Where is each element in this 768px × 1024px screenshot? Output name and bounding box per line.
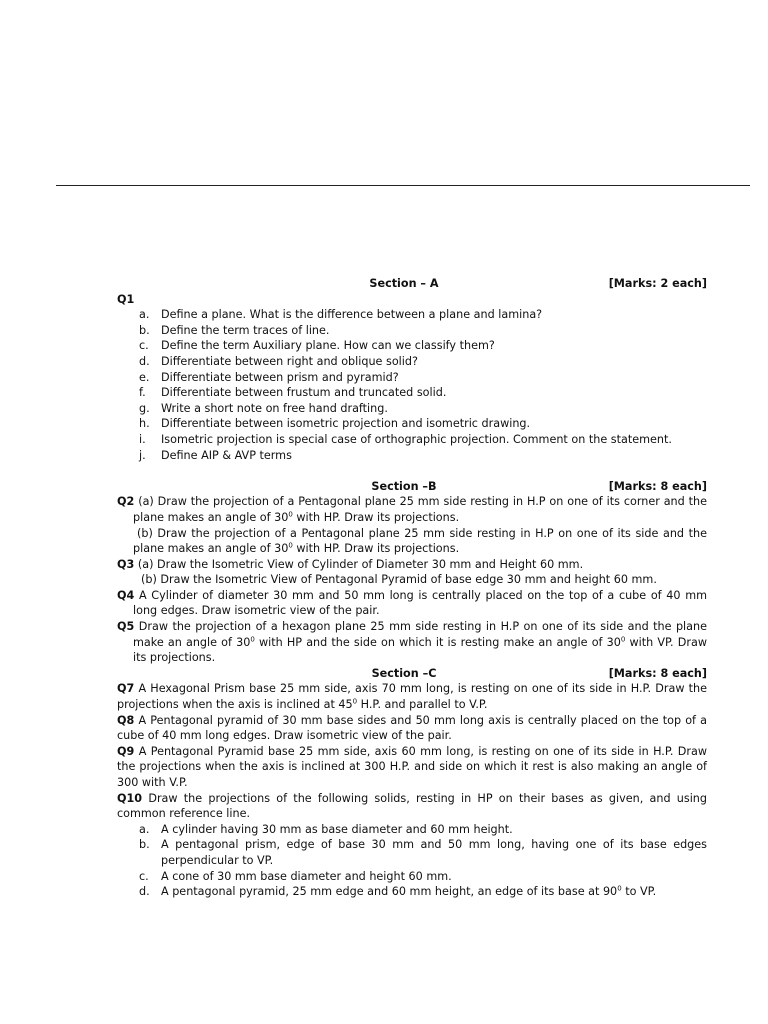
- item-text: Define AIP & AVP terms: [161, 448, 292, 462]
- q3-b-text: (b) Draw the Isometric View of Pentagonal Pyramid of base edge 30 mm and height 60 mm.: [141, 573, 657, 587]
- question-q3-b: [117, 572, 707, 588]
- item-letter: e.: [139, 370, 150, 384]
- q10-list: [117, 822, 707, 900]
- degree-sup: 0: [288, 541, 293, 550]
- q7-text-end: H.P. and parallel to V.P.: [357, 698, 488, 712]
- section-a-marks: [Marks: 2 each]: [608, 277, 707, 290]
- q10-item: [117, 837, 707, 868]
- q1-item: [117, 307, 707, 323]
- item-text: A cone of 30 mm base diameter and height 60 mm.: [161, 869, 452, 883]
- q1-item: [117, 401, 707, 417]
- question-q9: [117, 744, 707, 791]
- item-text-end: to VP.: [621, 885, 657, 899]
- q1-item: [117, 338, 707, 354]
- q1-item: [117, 370, 707, 386]
- degree-sup: 0: [617, 884, 622, 893]
- item-text: A cylinder having 30 mm as base diameter and 60 mm height.: [161, 822, 513, 836]
- q2-label: Q2: [117, 495, 135, 509]
- q10-text: Draw the projections of the following solids, resting in HP on their bases as given, and using common reference line.: [117, 791, 707, 821]
- item-text: Define the term traces of line.: [161, 323, 330, 337]
- q10-item: [117, 822, 707, 838]
- question-q10: [117, 791, 707, 822]
- q5-text-mid: with HP and the side on which it is resting make an angle of 30: [254, 635, 621, 649]
- q9-text: A Pentagonal Pyramid base 25 mm side, axis 60 mm long, is resting on one of its side in H.P. Draw the projections when the axis is inclined at 300 H.P. and side on which it rest is also making an angle of 300 with V.P.: [117, 744, 708, 789]
- item-letter: h.: [139, 417, 150, 431]
- question-q4: [117, 588, 707, 619]
- question-paper: [117, 276, 707, 900]
- item-text: Isometric projection is special case of orthographic projection. Comment on the statement.: [161, 432, 672, 446]
- q2-a-text: (a) Draw the projection of a Pentagonal plane 25 mm side resting in H.P on one of its corner and the plane makes an angle of 30: [133, 495, 708, 524]
- q5-text: Draw the projection of a hexagon plane 25 mm side resting in H.P on one of its side and the plane make an angle of 30: [133, 620, 707, 649]
- item-letter: c.: [139, 869, 149, 883]
- section-a-header: [117, 276, 707, 292]
- item-letter: a.: [139, 308, 150, 322]
- item-text: A pentagonal prism, edge of base 30 mm and 50 mm long, having one of its base edges perpendicular to VP.: [161, 838, 707, 867]
- q1-item: [117, 385, 707, 401]
- q1-item: [117, 432, 707, 448]
- q3-a-text: (a) Draw the Isometric View of Cylinder of Diameter 30 mm and Height 60 mm.: [137, 557, 584, 571]
- question-q2-b: [117, 526, 707, 557]
- q1-item: [117, 416, 707, 432]
- q7-text: A Hexagonal Prism base 25 mm side, axis 70 mm long, is resting on one of its side in H.P. Draw the projections when the axis is inclined at 45: [117, 682, 708, 712]
- q4-text: A Cylinder of diameter 30 mm and 50 mm long is centrally placed on the top of a cube of 40 mm long edges. Draw isometric view of the pair.: [133, 588, 707, 618]
- q5-text-end: with VP. Draw its projections.: [133, 635, 707, 665]
- q4-label: Q4: [117, 588, 135, 602]
- item-letter: g.: [139, 401, 150, 415]
- question-q2: [117, 494, 707, 525]
- q1-list: [117, 307, 707, 463]
- item-letter: b.: [139, 323, 150, 337]
- item-text: Write a short note on free hand drafting.: [161, 401, 388, 415]
- q10-label: Q10: [117, 791, 143, 805]
- q3-label: Q3: [117, 557, 135, 571]
- degree-sup: 0: [620, 634, 626, 643]
- question-q7: [117, 681, 707, 712]
- item-text: Differentiate between isometric projection and isometric drawing.: [161, 417, 531, 431]
- q10-item: [117, 884, 707, 900]
- q9-label: Q9: [117, 744, 135, 758]
- item-letter: a.: [139, 822, 150, 836]
- q1-item: [117, 448, 707, 464]
- item-letter: f.: [139, 386, 146, 400]
- question-q3: [117, 557, 707, 573]
- question-q5: [117, 619, 707, 666]
- question-q8: [117, 713, 707, 744]
- item-text: Define a plane. What is the difference between a plane and lamina?: [161, 308, 543, 322]
- q1-item: [117, 323, 707, 339]
- section-c-marks: [Marks: 8 each]: [608, 666, 707, 680]
- header-rule: [56, 185, 750, 186]
- section-b-marks: [Marks: 8 each]: [608, 479, 707, 493]
- q1-label: Q1: [117, 292, 135, 306]
- degree-sup: 0: [288, 510, 293, 519]
- degree-sup: 0: [352, 697, 358, 706]
- item-text: Differentiate between right and oblique solid?: [161, 354, 418, 368]
- q2-b-text-end: with HP. Draw its projections.: [292, 542, 460, 556]
- item-text: Differentiate between frustum and truncated solid.: [161, 386, 447, 400]
- item-text: Differentiate between prism and pyramid?: [161, 370, 399, 384]
- section-a-title: Section – A: [369, 277, 439, 290]
- section-b-header: [117, 479, 707, 495]
- q7-label: Q7: [117, 682, 135, 696]
- item-letter: b.: [139, 838, 150, 852]
- item-letter: d.: [139, 885, 150, 899]
- section-b-title: Section –B: [371, 479, 437, 493]
- item-text: A pentagonal pyramid, 25 mm edge and 60 mm height, an edge of its base at 90: [161, 885, 618, 899]
- section-c-title: Section –C: [371, 666, 437, 680]
- q8-text: A Pentagonal pyramid of 30 mm base sides and 50 mm long axis is centrally placed on the top of a cube of 40 mm long edges. Draw isometric view of the pair.: [117, 713, 707, 743]
- q2-a-text-end: with HP. Draw its projections.: [292, 510, 460, 524]
- degree-sup: 0: [250, 634, 255, 643]
- q8-label: Q8: [117, 713, 135, 727]
- item-letter: d.: [139, 354, 150, 368]
- q2-b-text: (b) Draw the projection of a Pentagonal plane 25 mm side resting in H.P on one of its side and the plane makes an angle of 30: [133, 526, 707, 556]
- item-text: Define the term Auxiliary plane. How can we classify them?: [161, 339, 495, 353]
- section-c-header: [117, 666, 707, 682]
- item-letter: j.: [139, 448, 146, 462]
- q5-label: Q5: [117, 620, 135, 634]
- item-letter: c.: [139, 339, 149, 353]
- q1-item: [117, 354, 707, 370]
- item-letter: i.: [139, 432, 146, 446]
- q10-item: [117, 869, 707, 885]
